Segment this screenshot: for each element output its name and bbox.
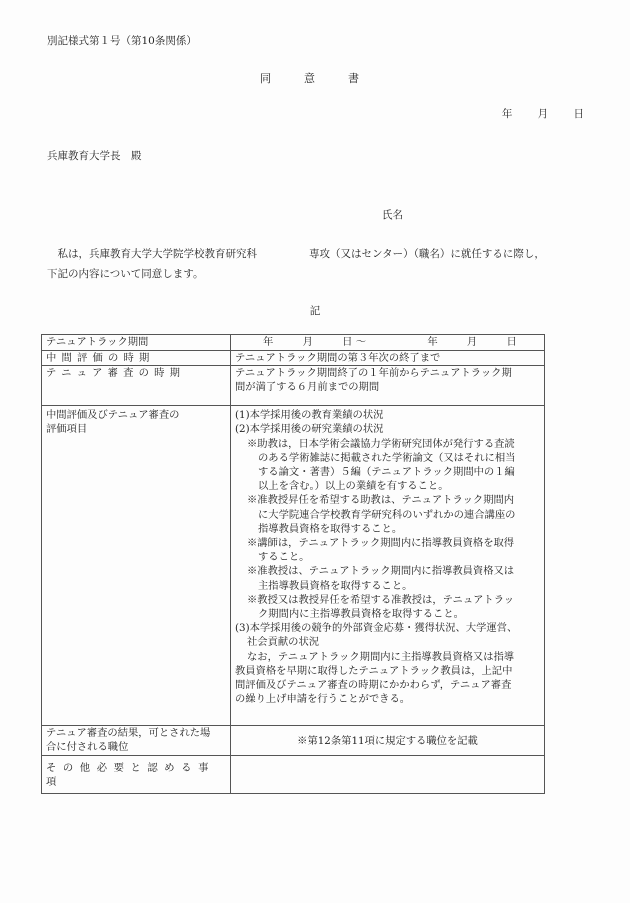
addressee: 兵庫教育大学長 殿 bbox=[47, 150, 142, 162]
name-label: 氏名 bbox=[382, 209, 403, 221]
table-row-position-after-review bbox=[42, 726, 545, 756]
date-line bbox=[480, 106, 584, 121]
evaluation-item-line: ※准教授昇任を希望する助教は、テニュアトラック期間内 bbox=[247, 494, 515, 507]
table-row-other-matters bbox=[42, 756, 545, 794]
evaluation-item-line: すること。 bbox=[258, 551, 310, 564]
evaluation-item-line: 主指導教員資格を取得すること。 bbox=[258, 579, 413, 592]
table-row-tenure-track-period bbox=[42, 335, 545, 351]
evaluation-item-line: (3)本学採用後の競争的外部資金応募・獲得状況、大学運営、 bbox=[235, 622, 518, 635]
evaluation-items-list bbox=[231, 406, 545, 726]
ki-heading: 記 bbox=[309, 305, 321, 317]
value-cell: ※第12条第11項に規定する職位を記載 bbox=[231, 726, 545, 756]
value-cell: テニュアトラック期間の第３年次の終了まで bbox=[231, 351, 545, 366]
statement-part-b: 専攻（又はセンター）（職名）に就任するに際し， bbox=[309, 248, 545, 260]
evaluation-item-line: 指導教員資格を取得すること。 bbox=[258, 522, 403, 535]
evaluation-item-line: 間評価及びテニュア審査の時期にかかわらず，テニュア審査 bbox=[235, 679, 512, 692]
value-cell bbox=[231, 756, 545, 794]
date-year: 年 bbox=[501, 108, 513, 120]
terms-table bbox=[41, 334, 545, 794]
label-cell: テニュア審査の時期 bbox=[42, 366, 231, 406]
statement-part-a: 私は，兵庫教育大学大学院学校教育研究科 bbox=[47, 248, 257, 260]
value-cell: テニュアトラック期間終了の１年前からテニュアトラック期 間が満了する６月前までの期間 bbox=[231, 366, 545, 406]
table-row-tenure-review-timing bbox=[42, 366, 545, 406]
evaluation-item-line: ※助教は，日本学術会議協力学術研究団体が発行する査読 bbox=[247, 437, 515, 450]
label-cell: 中間評価及びテニュア審査の 評価項目 bbox=[42, 406, 231, 726]
consent-statement-line2: 下記の内容について同意します。 bbox=[47, 268, 204, 280]
evaluation-item-line: に大学院連合学校教育学研究科のいずれかの連合講座の bbox=[258, 508, 516, 521]
evaluation-item-line: なお，テニュアトラック期間内に主指導教員資格又は指導 bbox=[247, 650, 515, 663]
evaluation-item-line: 以上を含む。）以上の業績を有すること。 bbox=[258, 480, 449, 493]
table-row-evaluation-items bbox=[42, 406, 545, 726]
table-row-midterm-timing bbox=[42, 351, 545, 366]
evaluation-item-line: する論文・著書）５編（テニュアトラック期間中の１編 bbox=[258, 466, 515, 479]
period-date-range: 年 月 日 ～ 年 月 日 bbox=[231, 335, 545, 351]
consent-statement-line1 bbox=[47, 246, 545, 261]
evaluation-item-line: (1)本学採用後の教育業績の状況 bbox=[235, 409, 384, 422]
label-cell: 中間評価の時期 bbox=[42, 351, 231, 366]
evaluation-item-line: のある学術雑誌に掲載された学術論文（又はそれに相当 bbox=[258, 451, 516, 464]
label-cell: テニュア審査の結果，可とされた場 合に付される職位 bbox=[42, 726, 231, 756]
form-number: 別記様式第１号（第10条関係） bbox=[47, 35, 197, 47]
evaluation-item-line: ※教授又は教授昇任を希望する准教授は，テニュアトラッ bbox=[247, 593, 515, 606]
evaluation-item-line: (2)本学採用後の研究業績の状況 bbox=[235, 423, 384, 436]
evaluation-item-line: ※講師は，テニュアトラック期間内に指導教員資格を取得 bbox=[247, 537, 515, 550]
evaluation-item-line: ク期間内に主指導教員資格を取得すること。 bbox=[258, 608, 464, 621]
label-cell: テニュアトラック期間 bbox=[42, 335, 231, 351]
evaluation-item-line: 社会貢献の状況 bbox=[247, 636, 320, 649]
date-day: 日 bbox=[573, 108, 584, 120]
evaluation-item-line: 教員資格を早期に取得したテニュアトラック教員は，上記中 bbox=[235, 664, 513, 677]
date-month: 月 bbox=[537, 108, 549, 120]
document-title: 同 意 書 bbox=[260, 72, 370, 85]
evaluation-item-line: の繰り上げ申請を行うことができる。 bbox=[235, 693, 411, 706]
label-cell: その他必要と認める事項 bbox=[42, 756, 231, 794]
evaluation-item-line: ※准教授は、テニュアトラック期間内に指導教員資格又は bbox=[247, 565, 515, 578]
